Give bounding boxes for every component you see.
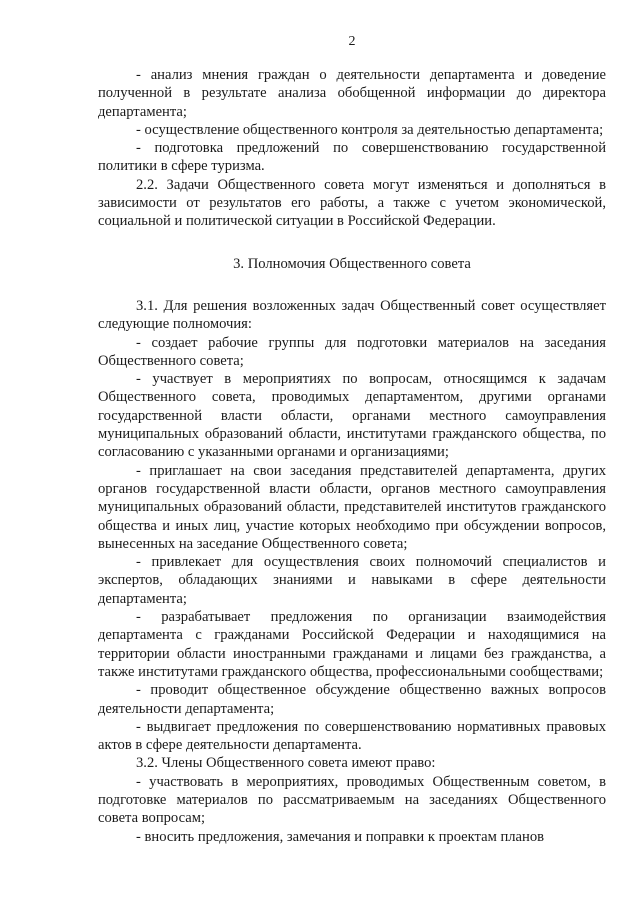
list-item: - проводит общественное обсуждение общественно важных вопросов деятельности департамента;: [98, 682, 606, 717]
page-number: 2: [348, 34, 356, 49]
paragraph-public-control: - осуществление общественного контроля за деятельностью департамента;: [136, 121, 604, 138]
section-heading: 3. Полномочия Общественного совета: [233, 255, 471, 272]
paragraph-2-2: 2.2. Задачи Общественного совета могут изменяться и дополняться в зависимости от результатов его работы, а также с учетом экономической, социальной и политической ситуации в Российской Федерации.: [98, 176, 606, 230]
paragraph-analysis: - анализ мнения граждан о деятельности департамента и доведение полученной в результате анализа обобщенной информации до директора департамента;: [98, 67, 606, 120]
list-item: - разрабатывает предложения по организации взаимодействия департамента с гражданами Российской Федерации и находящимися на территории области иностранными гражданами и лицами без гражданства, а также институтами гражданского общества, профессиональными сообществами;: [98, 609, 606, 680]
paragraph-3-2: 3.2. Члены Общественного совета имеют право:: [136, 755, 436, 772]
list-item: - участвовать в мероприятиях, проводимых Общественным советом, в подготовке материалов по рассматриваемым на заседаниях Общественного совета вопросам;: [98, 773, 606, 827]
list-item: - создает рабочие группы для подготовки материалов на заседания Общественного совета;: [98, 334, 606, 369]
paragraph-3-1: 3.1. Для решения возложенных задач Общественный совет осуществляет следующие полномочия:: [98, 297, 606, 333]
list-item: - вносить предложения, замечания и поправки к проектам планов: [136, 828, 545, 845]
list-item: - приглашает на свои заседания представителей департамента, других органов государственной власти области, органов местного самоуправления муниципальных образований области, представителей институтов гражданского общества и иных лиц, участие которых необходимо при обсуждении вопросов, вынесенных на заседание Общественного совета;: [98, 462, 606, 552]
list-item: - участвует в мероприятиях по вопросам, относящимся к задачам Общественного совета, проводимых департаментом, другими органами государственной власти области, органами местного самоуправления муниципальных образований области, институтами гражданского общества, по согласованию с указанными органами и организациями;: [98, 371, 606, 461]
list-item: - привлекает для осуществления своих полномочий специалистов и экспертов, обладающих знаниями и навыками в сфере деятельности департамента;: [98, 554, 606, 607]
list-item: - выдвигает предложения по совершенствованию нормативных правовых актов в сфере деятельности департамента.: [98, 718, 606, 754]
paragraph-tourism-policy: - подготовка предложений по совершенствованию государственной политики в сфере туризма.: [98, 140, 606, 175]
